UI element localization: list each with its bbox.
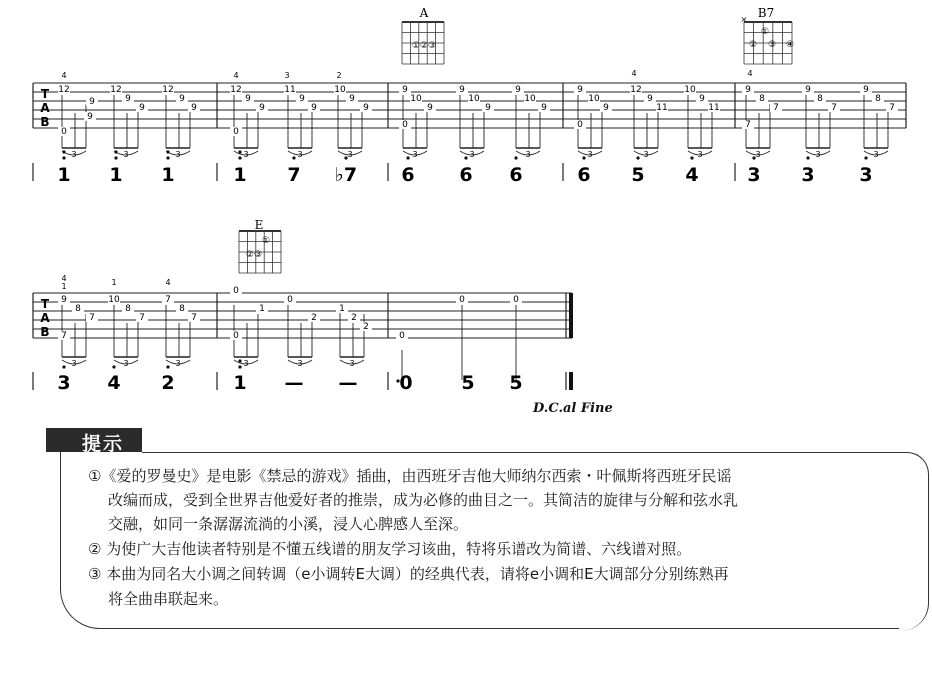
triplet-number: 3 xyxy=(347,150,353,159)
jianpu-note: 6 xyxy=(509,164,523,186)
jianpu-note: 7 xyxy=(287,164,301,186)
octave-dot xyxy=(114,150,117,153)
jianpu-note: 5 xyxy=(631,164,645,186)
triplet-number: 3 xyxy=(873,150,879,159)
dot xyxy=(396,379,399,382)
tab-clef-letter: B xyxy=(40,115,50,129)
tab-number: 2 xyxy=(351,313,357,323)
octave-dot xyxy=(166,150,169,153)
tab-number: 9 xyxy=(139,103,145,113)
tab-number: 10 xyxy=(410,94,422,104)
tab-number: 11 xyxy=(284,85,296,95)
octave-dot xyxy=(514,156,517,159)
octave-dot xyxy=(864,156,867,159)
tab-number: 11 xyxy=(656,103,668,113)
jianpu-note: 2 xyxy=(161,372,175,394)
triplet-number: 3 xyxy=(469,150,475,159)
jianpu-note: — xyxy=(284,372,304,394)
mute-mark: × xyxy=(740,15,748,24)
chord-finger: ① xyxy=(261,236,271,246)
triplet-number: 3 xyxy=(755,150,761,159)
tab-number: 9 xyxy=(485,103,491,113)
tab-number: 0 xyxy=(402,120,408,130)
triplet-number: 3 xyxy=(815,150,821,159)
tab-number: 0 xyxy=(399,331,405,341)
octave-dot xyxy=(464,156,467,159)
jianpu-note: 3 xyxy=(747,164,761,186)
tip-line: ② 为使广大吉他读者特别是不懂五线谱的朋友学习该曲，特将乐谱改为简谱、六线谱对照。 xyxy=(88,540,692,558)
triplet-number: 3 xyxy=(643,150,649,159)
final-bar-thick xyxy=(569,293,573,338)
tab-number: 7 xyxy=(89,313,95,323)
octave-dot xyxy=(582,156,585,159)
triplet-number: 3 xyxy=(123,150,129,159)
chord-finger: ②③ xyxy=(245,250,263,260)
octave-dot xyxy=(166,156,169,159)
chord-name: E xyxy=(254,218,264,232)
triplet-number: 3 xyxy=(297,359,303,368)
tab-clef-letter: A xyxy=(40,311,50,325)
tab-number: 7 xyxy=(165,295,171,305)
tab-number: 9 xyxy=(259,103,265,113)
chord-diagram-a xyxy=(402,6,444,64)
tip-line: 交融，如同一条潺潺流淌的小溪，浸人心脾感人至深。 xyxy=(108,515,469,533)
fingering-number: 2 xyxy=(336,71,342,80)
tab-number: 10 xyxy=(108,295,120,305)
tab-number: 0 xyxy=(61,127,67,137)
tab-number: 7 xyxy=(889,103,895,113)
triplet-number: 3 xyxy=(297,150,303,159)
tab-number: 0 xyxy=(233,286,239,296)
octave-dot xyxy=(62,150,65,153)
fingering-number: 4 xyxy=(61,71,67,80)
jianpu-note: — xyxy=(338,372,358,394)
jianpu-note: 5 xyxy=(461,372,475,394)
tab-number: 9 xyxy=(179,94,185,104)
octave-dot xyxy=(344,156,347,159)
fingering-number: 4 xyxy=(61,274,67,283)
tab-number: 1 xyxy=(339,304,345,314)
tab-number: 12 xyxy=(58,85,70,95)
octave-dot xyxy=(636,156,639,159)
jianpu-note: 3 xyxy=(57,372,71,394)
chord-finger: ① xyxy=(760,27,770,37)
tab-number: 7 xyxy=(61,331,67,341)
octave-dot xyxy=(238,150,241,153)
octave-dot xyxy=(806,156,809,159)
octave-dot xyxy=(62,365,65,368)
triplet-number: 3 xyxy=(175,150,181,159)
tab-number: 9 xyxy=(459,85,465,95)
tab-number: 9 xyxy=(603,103,609,113)
chord-fingers: ①②③ xyxy=(411,41,437,51)
octave-dot xyxy=(292,156,295,159)
jianpu-note: 5 xyxy=(509,372,523,394)
octave-dot xyxy=(114,156,117,159)
fingering-number: 1 xyxy=(111,278,117,287)
tab-clef-letter: T xyxy=(40,297,50,311)
tab-number: 9 xyxy=(515,85,521,95)
triplet-number: 3 xyxy=(587,150,593,159)
tab-number: 8 xyxy=(817,94,823,104)
tab-number: 9 xyxy=(363,103,369,113)
tab-number: 8 xyxy=(179,304,185,314)
tab-number: 12 xyxy=(630,85,642,95)
tab-number: 0 xyxy=(287,295,293,305)
octave-dot xyxy=(238,359,241,362)
tip-line: ③ 本曲为同名大小调之间转调（e小调转E大调）的经典代表，请将e小调和E大调部分分别练熟再 xyxy=(88,565,729,583)
tip-line: 改编而成，受到全世界吉他爱好者的推崇，成为必修的曲目之一。其简洁的旋律与分解和弦水乳 xyxy=(108,491,739,509)
octave-dot xyxy=(690,156,693,159)
octave-dot xyxy=(238,156,241,159)
tab-number: 9 xyxy=(311,103,317,113)
jianpu-note: 4 xyxy=(685,164,699,186)
triplet-number: 3 xyxy=(697,150,703,159)
tab-number: 10 xyxy=(588,94,600,104)
tab-number: 7 xyxy=(831,103,837,113)
jianpu-note: 1 xyxy=(57,164,71,186)
tab-number: 7 xyxy=(139,313,145,323)
tab-number: 0 xyxy=(233,127,239,137)
octave-dot xyxy=(166,365,169,368)
jianpu-note: 1 xyxy=(233,372,247,394)
da-capo-al-fine: D.C.al Fine xyxy=(533,401,613,416)
triplet-number: 3 xyxy=(71,359,77,368)
tab-number: 8 xyxy=(125,304,131,314)
tab-number: 9 xyxy=(863,85,869,95)
tab-number: 12 xyxy=(162,85,174,95)
octave-dot xyxy=(62,156,65,159)
tab-number: 12 xyxy=(230,85,242,95)
tab-clef-letter: T xyxy=(40,87,50,101)
jianpu-note: 6 xyxy=(577,164,591,186)
jianpu-note: 3 xyxy=(859,164,873,186)
tab-number: 9 xyxy=(647,94,653,104)
tab-number: 0 xyxy=(513,295,519,305)
tab-number: 8 xyxy=(875,94,881,104)
fingering-number: 1 xyxy=(61,282,67,291)
tab-clef-letter: A xyxy=(40,101,50,115)
tab-number: 11 xyxy=(708,103,720,113)
triplet-number: 3 xyxy=(71,150,77,159)
jianpu-note: 1 xyxy=(109,164,123,186)
tab-number: 9 xyxy=(89,97,95,107)
jianpu-note: 6 xyxy=(459,164,473,186)
tab-number: 8 xyxy=(759,94,765,104)
tab-number: 9 xyxy=(349,94,355,104)
tab-number: 10 xyxy=(334,85,346,95)
tab-clef-letter: B xyxy=(40,325,50,339)
tab-number: 9 xyxy=(61,295,67,305)
chord-finger: ④ xyxy=(785,40,795,50)
tab-number: 10 xyxy=(468,94,480,104)
tab-number: 9 xyxy=(805,85,811,95)
jianpu-note: 0 xyxy=(399,372,413,394)
tab-number: 9 xyxy=(245,94,251,104)
tab-number: 8 xyxy=(75,304,81,314)
chord-name: B7 xyxy=(757,6,775,20)
jianpu-note: 1 xyxy=(161,164,175,186)
tab-number: 7 xyxy=(191,313,197,323)
tab-number: 2 xyxy=(311,313,317,323)
tab-number: 9 xyxy=(577,85,583,95)
tab-number: 0 xyxy=(233,331,239,341)
tab-number: 9 xyxy=(699,94,705,104)
chord-diagram-e xyxy=(239,218,281,273)
tab-number: 9 xyxy=(402,85,408,95)
triplet-number: 3 xyxy=(175,359,181,368)
fingering-number: 4 xyxy=(165,278,171,287)
fingering-number: 3 xyxy=(284,71,290,80)
tab-number: 9 xyxy=(745,85,751,95)
tab-number: 1 xyxy=(259,304,265,314)
tab-number: 0 xyxy=(459,295,465,305)
fingering-number: 4 xyxy=(747,69,753,78)
triplet-number: 3 xyxy=(243,150,249,159)
octave-dot xyxy=(238,365,241,368)
tab-number: 9 xyxy=(125,94,131,104)
jianpu-note: 4 xyxy=(107,372,121,394)
tip-line: ①《爱的罗曼史》是电影《禁忌的游戏》插曲，由西班牙吉他大师纳尔西索・叶佩斯将西班牙民谣 xyxy=(88,467,732,485)
tab-number: 0 xyxy=(577,120,583,130)
tab-number: 10 xyxy=(684,85,696,95)
jianpu-final-bar xyxy=(569,372,573,390)
tip-line: 将全曲串联起来。 xyxy=(108,590,229,608)
jianpu-note: ♭7 xyxy=(334,164,358,186)
octave-dot xyxy=(406,156,409,159)
tab-number: 12 xyxy=(110,85,122,95)
chord-finger: ③ xyxy=(767,40,777,50)
triplet-number: 3 xyxy=(123,359,129,368)
tab-number: 7 xyxy=(773,103,779,113)
tab-number: 9 xyxy=(427,103,433,113)
tab-number: 9 xyxy=(299,94,305,104)
jianpu-note: 1 xyxy=(233,164,247,186)
tab-number: 9 xyxy=(541,103,547,113)
octave-dot xyxy=(112,365,115,368)
triplet-number: 3 xyxy=(243,359,249,368)
fingering-number: 4 xyxy=(233,71,239,80)
chord-name: A xyxy=(419,6,429,20)
tab-number: 2 xyxy=(363,322,369,332)
tab-number: 10 xyxy=(524,94,536,104)
triplet-number: 3 xyxy=(349,359,355,368)
jianpu-note: 6 xyxy=(401,164,415,186)
fingering-number: 4 xyxy=(631,69,637,78)
tab-number: 9 xyxy=(87,112,93,122)
chord-finger: ② xyxy=(748,40,758,50)
chord-diagram-b7 xyxy=(741,6,794,64)
octave-dot xyxy=(752,156,755,159)
tips-header xyxy=(46,428,142,455)
tab-number: 9 xyxy=(191,103,197,113)
tab-number: 7 xyxy=(745,120,751,130)
triplet-number: 3 xyxy=(525,150,531,159)
tips-title: 提示 xyxy=(82,433,125,455)
jianpu-note: 3 xyxy=(801,164,815,186)
triplet-number: 3 xyxy=(412,150,418,159)
